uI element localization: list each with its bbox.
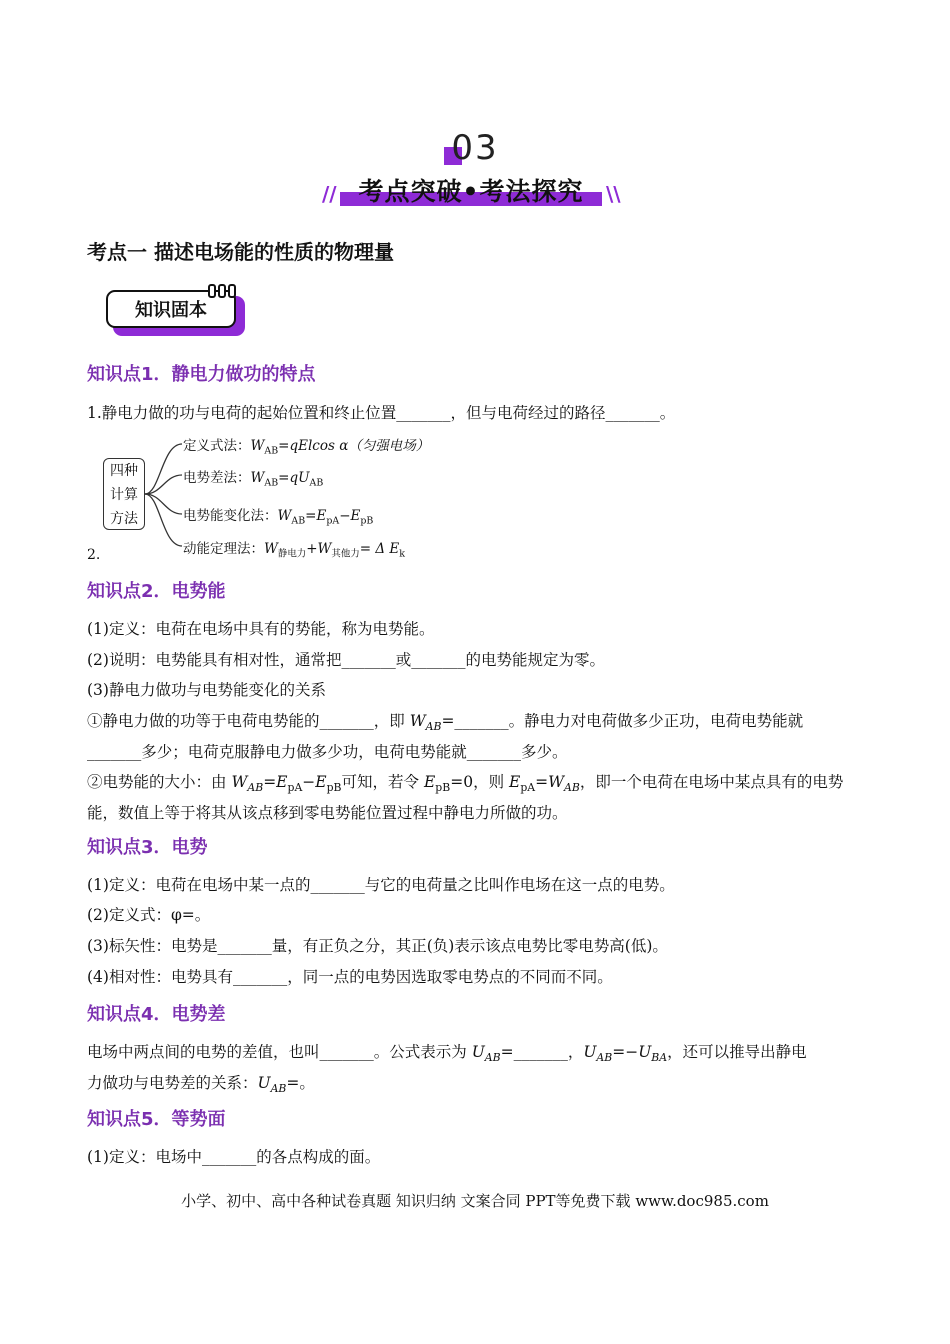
chapter-number: 03	[451, 128, 499, 168]
method-potential-difference: 电势差法：$W_{AB}=qU_{AB}$	[183, 470, 324, 489]
kp5-line1: (1)定义：电场中_______的各点构成的面。	[87, 1148, 381, 1166]
kp3-line4: (4)相对性：电势具有_______，同一点的电势因选取零电势点的不同而不同。	[87, 968, 613, 986]
kp3-title: 知识点3．电势	[87, 837, 208, 858]
kp2-line1: (1)定义：电荷在电场中具有的势能，称为电势能。	[87, 620, 435, 638]
kp3-line3: (3)标矢性：电势是_______量，有正负之分，其正(负)表示该点电势比零电势高(低)。	[87, 937, 668, 955]
kp2-line4: ①静电力做的功等于电荷电势能的_______，即 $W_{AB}=\_\_\_\_\_\_\_$。静电力对电荷做多少正功，电荷电势能就	[87, 712, 804, 734]
methods-box: 四种 计算 方法	[103, 458, 145, 530]
kp2-line7: 能，数值上等于将其从该点移到零电势能位置过程中静电力所做的功。	[87, 804, 568, 822]
binder-ring	[208, 284, 216, 298]
banner-title: 考点突破•考法探究	[358, 177, 584, 206]
kp4-title: 知识点4．电势差	[87, 1004, 226, 1025]
section-title: 考点一 描述电场能的性质的物理量	[87, 240, 394, 264]
page-footer: 小学、初中、高中各种试卷真题 知识归纳 文案合同 PPT等免费下载 www.doc985.com	[181, 1192, 769, 1210]
knowledge-badge: 知识固本	[106, 290, 236, 328]
binder-ring	[218, 284, 226, 298]
kp1-title: 知识点1．静电力做功的特点	[87, 364, 316, 385]
method-definition: 定义式法：$W_{AB}=qElcos$ α（匀强电场）	[183, 438, 430, 457]
binder-ring	[228, 284, 236, 298]
kp4-line2: 力做功与电势差的关系：$U_{AB}=$。	[87, 1074, 315, 1096]
kp2-line3: (3)静电力做功与电势能变化的关系	[87, 681, 326, 699]
kp2-line6: ②电势能的大小：由 $W_{AB}=E_{pA}-E_{pB}$可知，若令 $E_{pB}=0$，则 $E_{pA}=W_{AB}$，即一个电荷在电场中某点具有的电势	[87, 773, 844, 795]
kp1-line2: 2.	[87, 547, 101, 563]
kp2-line2: (2)说明：电势能具有相对性，通常把_______或_______的电势能规定为零。	[87, 651, 605, 669]
kp2-title: 知识点2．电势能	[87, 581, 226, 602]
kp1-line1: 1.静电力做的功与电荷的起始位置和终止位置_______，但与电荷经过的路径_______。	[87, 404, 676, 422]
slash-right-decoration: \\	[606, 182, 621, 206]
kp3-line1: (1)定义：电荷在电场中某一点的_______与它的电荷量之比叫作电场在这一点的电势。	[87, 876, 675, 894]
kp5-title: 知识点5．等势面	[87, 1109, 226, 1130]
kp3-line2: (2)定义式：φ=。	[87, 906, 211, 924]
method-kinetic-theorem: 动能定理法：$W_{静电力}+W_{其他力}= \Delta$ $E_k$	[183, 541, 405, 560]
method-energy-change: 电势能变化法：$W_{AB}=E_{pA}-E_{pB}$	[183, 508, 374, 527]
kp4-line1: 电场中两点间的电势的差值，也叫_______。公式表示为 $U_{AB}=\_\_\_\_\_\_\_$，$U_{AB}=-U_{BA}$，还可以推导出静电	[87, 1043, 807, 1065]
slash-left-decoration: //	[322, 182, 337, 206]
kp2-line5: _______多少；电荷克服静电力做多少功，电荷电势能就_______多少。	[87, 743, 568, 761]
